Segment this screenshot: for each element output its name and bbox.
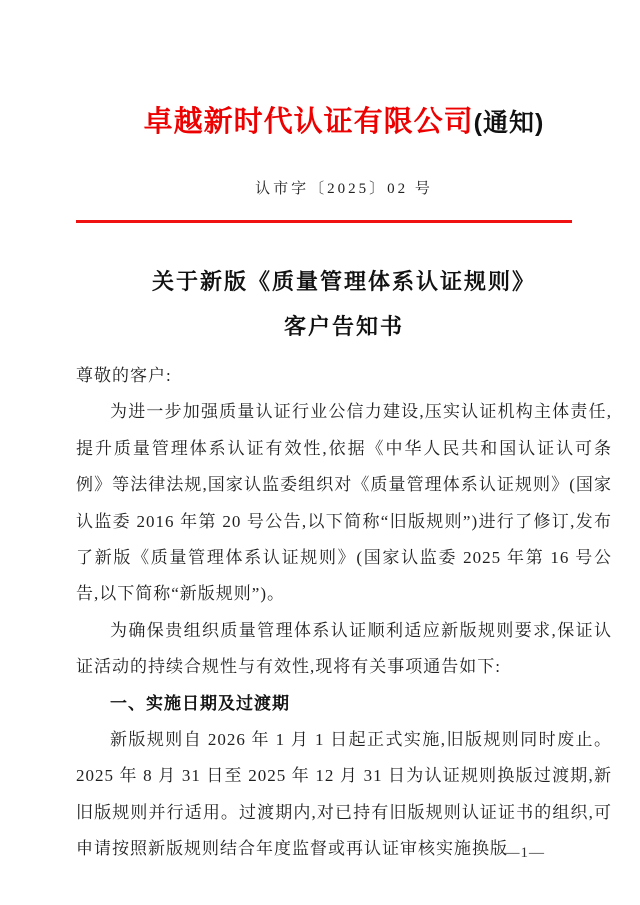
- page-number: —1—: [504, 845, 545, 861]
- salutation: 尊敬的客户:: [76, 366, 172, 385]
- red-divider-line: [76, 220, 572, 223]
- section-1-heading: 一、实施日期及过渡期: [110, 693, 290, 713]
- company-title: [76, 0, 612, 145]
- notice-suffix: (通知): [473, 109, 545, 137]
- document-heading-line2: 客户告知书: [283, 314, 404, 339]
- document-body: [76, 358, 612, 868]
- paragraph-2: 为确保贵组织质量管理体系认证顺利适应新版规则要求,保证认证活动的持续合规性与有效性,现将有关事项通告如下:: [76, 620, 612, 677]
- paragraph-1: 为进一步加强质量认证行业公信力建设,压实认证机构主体责任,提升质量管理体系认证有效性,依据《中华人民共和国认证认可条例》等法律法规,国家认监委组织对《质量管理体系认证规则》(国家认监委 2016 年第 20 号公告,以下简称“旧版规则”)进行了修订,发布了新版《质量管理体系认证规则》(国家认监委 2025 年第 16 号公告,以下简称“新版规则”)。: [76, 402, 612, 604]
- section-1-paragraph: 新版规则自 2026 年 1 月 1 日起正式实施,旧版规则同时废止。2025 年 8 月 31 日至 2025 年 12 月 31 日为认证规则换版过渡期,新旧版规则并行适用。过渡期内,对已持有旧版规则认证证书的组织,可申请按照新版规则结合年度监督或再认证审核实施换版: [76, 730, 612, 859]
- doc-number: 认市字〔2025〕02 号: [255, 181, 433, 197]
- company-name: 卓越新时代认证有限公司: [143, 106, 474, 138]
- document-heading-line1: 关于新版《质量管理体系认证规则》: [151, 269, 536, 294]
- document-heading: [76, 259, 612, 349]
